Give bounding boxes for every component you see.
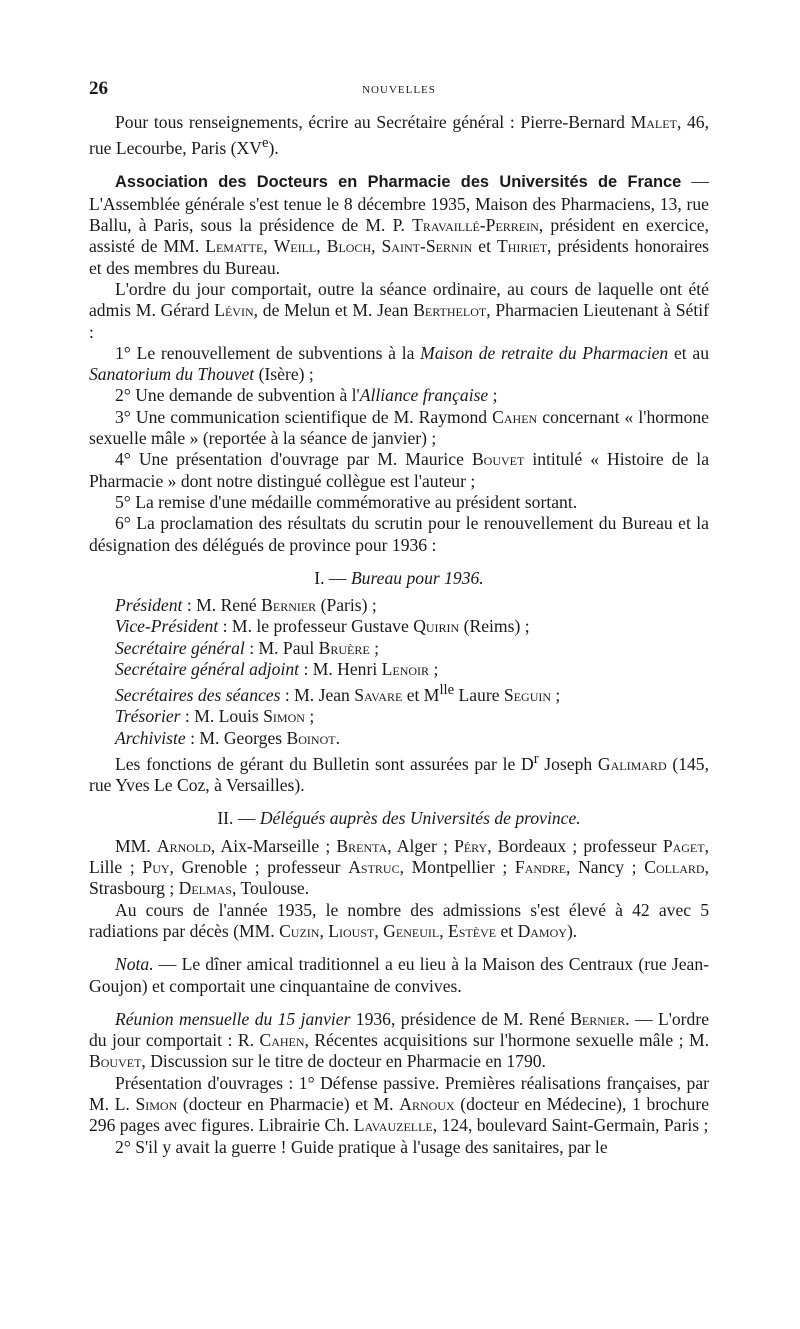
paragraph-monthly-meeting: Réunion mensuelle du 15 janvier 1936, présidence de M. René Bernier. — L'ordre du jour comportait : R. Cahen, Récentes acquisitions sur l'hormone sexuelle mâle ; M. Bouvet, Discussion sur le titre de docteur en Pharmacie en 1790. [89, 1008, 710, 1072]
agenda-item-2: 2° Une demande de subvention à l'Alliance française ; [115, 385, 498, 406]
paragraph-delegates: MM. Arnold, Aix-Marseille ; Brenta, Alger ; Péry, Bordeaux ; professeur Paget, Lille ; Puy, Grenoble ; professeur Astruc, Montpellier ; Fandre, Nancy ; Collard, Strasbourg ; Delmas, Toulouse. [89, 835, 710, 899]
paragraph-manager: Les fonctions de gérant du Bulletin sont assurées par le $D^r$ Joseph Galimard (145, rue Yves Le Coz, à Versailles). [89, 751, 709, 796]
office-vice-president: Vice-Président : M. le professeur Gustave Quirin (Reims) ; [115, 616, 530, 637]
running-title: NOUVELLES [362, 84, 436, 96]
paragraph-guide: 2° S'il y avait la guerre ! Guide pratique à l'usage des sanitaires, par le [115, 1136, 608, 1157]
page-number: 26 [89, 78, 108, 99]
section-heading-delegates: II. — Délégués auprès des Universités de province. [217, 808, 581, 829]
office-secretary-adjoint: Secrétaire général adjoint : M. Henri Lenoir ; [115, 658, 439, 679]
paragraph-contact: Pour tous renseignements, écrire au Secrétaire général : Pierre-Bernard Malet, 46, rue Lecourbe, Paris (XVe). [89, 112, 710, 159]
running-header [89, 78, 709, 112]
agenda-item-5: 5° La remise d'une médaille commémorative au président sortant. [115, 491, 578, 512]
office-treasurer: Trésorier : M. Louis Simon ; [115, 706, 315, 727]
agenda-item-6: 6° La proclamation des résultats du scrutin pour le renouvellement du Bureau et la désignation des délégués de province pour 1936 : [89, 513, 709, 555]
office-secretary-general: Secrétaire général : M. Paul Bruère ; [115, 637, 379, 658]
agenda-item-3: 3° Une communication scientifique de M. Raymond Cahen concernant « l'hormone sexuelle mâle » (reportée à la séance de janvier) ; [89, 406, 709, 449]
agenda-item-1: 1° Le renouvellement de subventions à la Maison de retraite du Pharmacien et au Sanatorium du Thouvet (Isère) ; [89, 342, 710, 385]
section-heading-bureau: I. — Bureau pour 1936. [314, 567, 484, 588]
paragraph-presentations: Présentation d'ouvrages : 1° Défense passive. Premières réalisations françaises, par M. L. Simon (docteur en Pharmacie) et M. Arnoux (docteur en Médecine), 1 brochure 296 pages avec figures. Librairie Ch. Lavauzelle, 124, boulevard Saint-Germain, Paris ; [89, 1072, 709, 1136]
office-archivist: Archiviste : M. Georges Boinot. [115, 727, 340, 748]
bureau-list [89, 595, 709, 749]
office-president: Président : M. René Bernier (Paris) ; [115, 595, 377, 616]
office-session-secretaries: Secrétaires des séances : M. Jean Savare et $M^{lle}$ Laure Seguin ; [115, 682, 561, 706]
paragraph-admissions: Au cours de l'année 1935, le nombre des admissions s'est élevé à 42 avec 5 radiations par décès (MM. Cuzin, Lioust, Geneuil, Estève et Damoy). [89, 899, 709, 941]
page [89, 78, 709, 1158]
paragraph-association: Association des Docteurs en Pharmacie des Universités de France — L'Assemblée générale s'est tenue le 8 décembre 1935, Maison des Pharmaciens, 13, rue Ballu, à Paris, sous la présidence de M. P. Travaillé-Perrein, président en exercice, assisté de MM. Lematte, Weill, Bloch, Saint-Sernin et Thiriet, présidents honoraires et des membres du Bureau. [89, 171, 710, 278]
association-title: Association des Docteurs en Pharmacie des Universités de France [115, 173, 682, 192]
paragraph-nota: Nota. — Le dîner amical traditionnel a eu lieu à la Maison des Centraux (rue Jean-Goujon) et comportait une cinquantaine de convives. [89, 954, 709, 996]
paragraph-agenda: L'ordre du jour comportait, outre la séance ordinaire, au cours de laquelle ont été admis M. Gérard Lévin, de Melun et M. Jean Berthelot, Pharmacien Lieutenant à Sétif : [89, 278, 709, 342]
agenda-item-4: 4° Une présentation d'ouvrage par M. Maurice Bouvet intitulé « Histoire de la Pharmacie » dont notre distingué collègue est l'auteur ; [89, 449, 710, 491]
